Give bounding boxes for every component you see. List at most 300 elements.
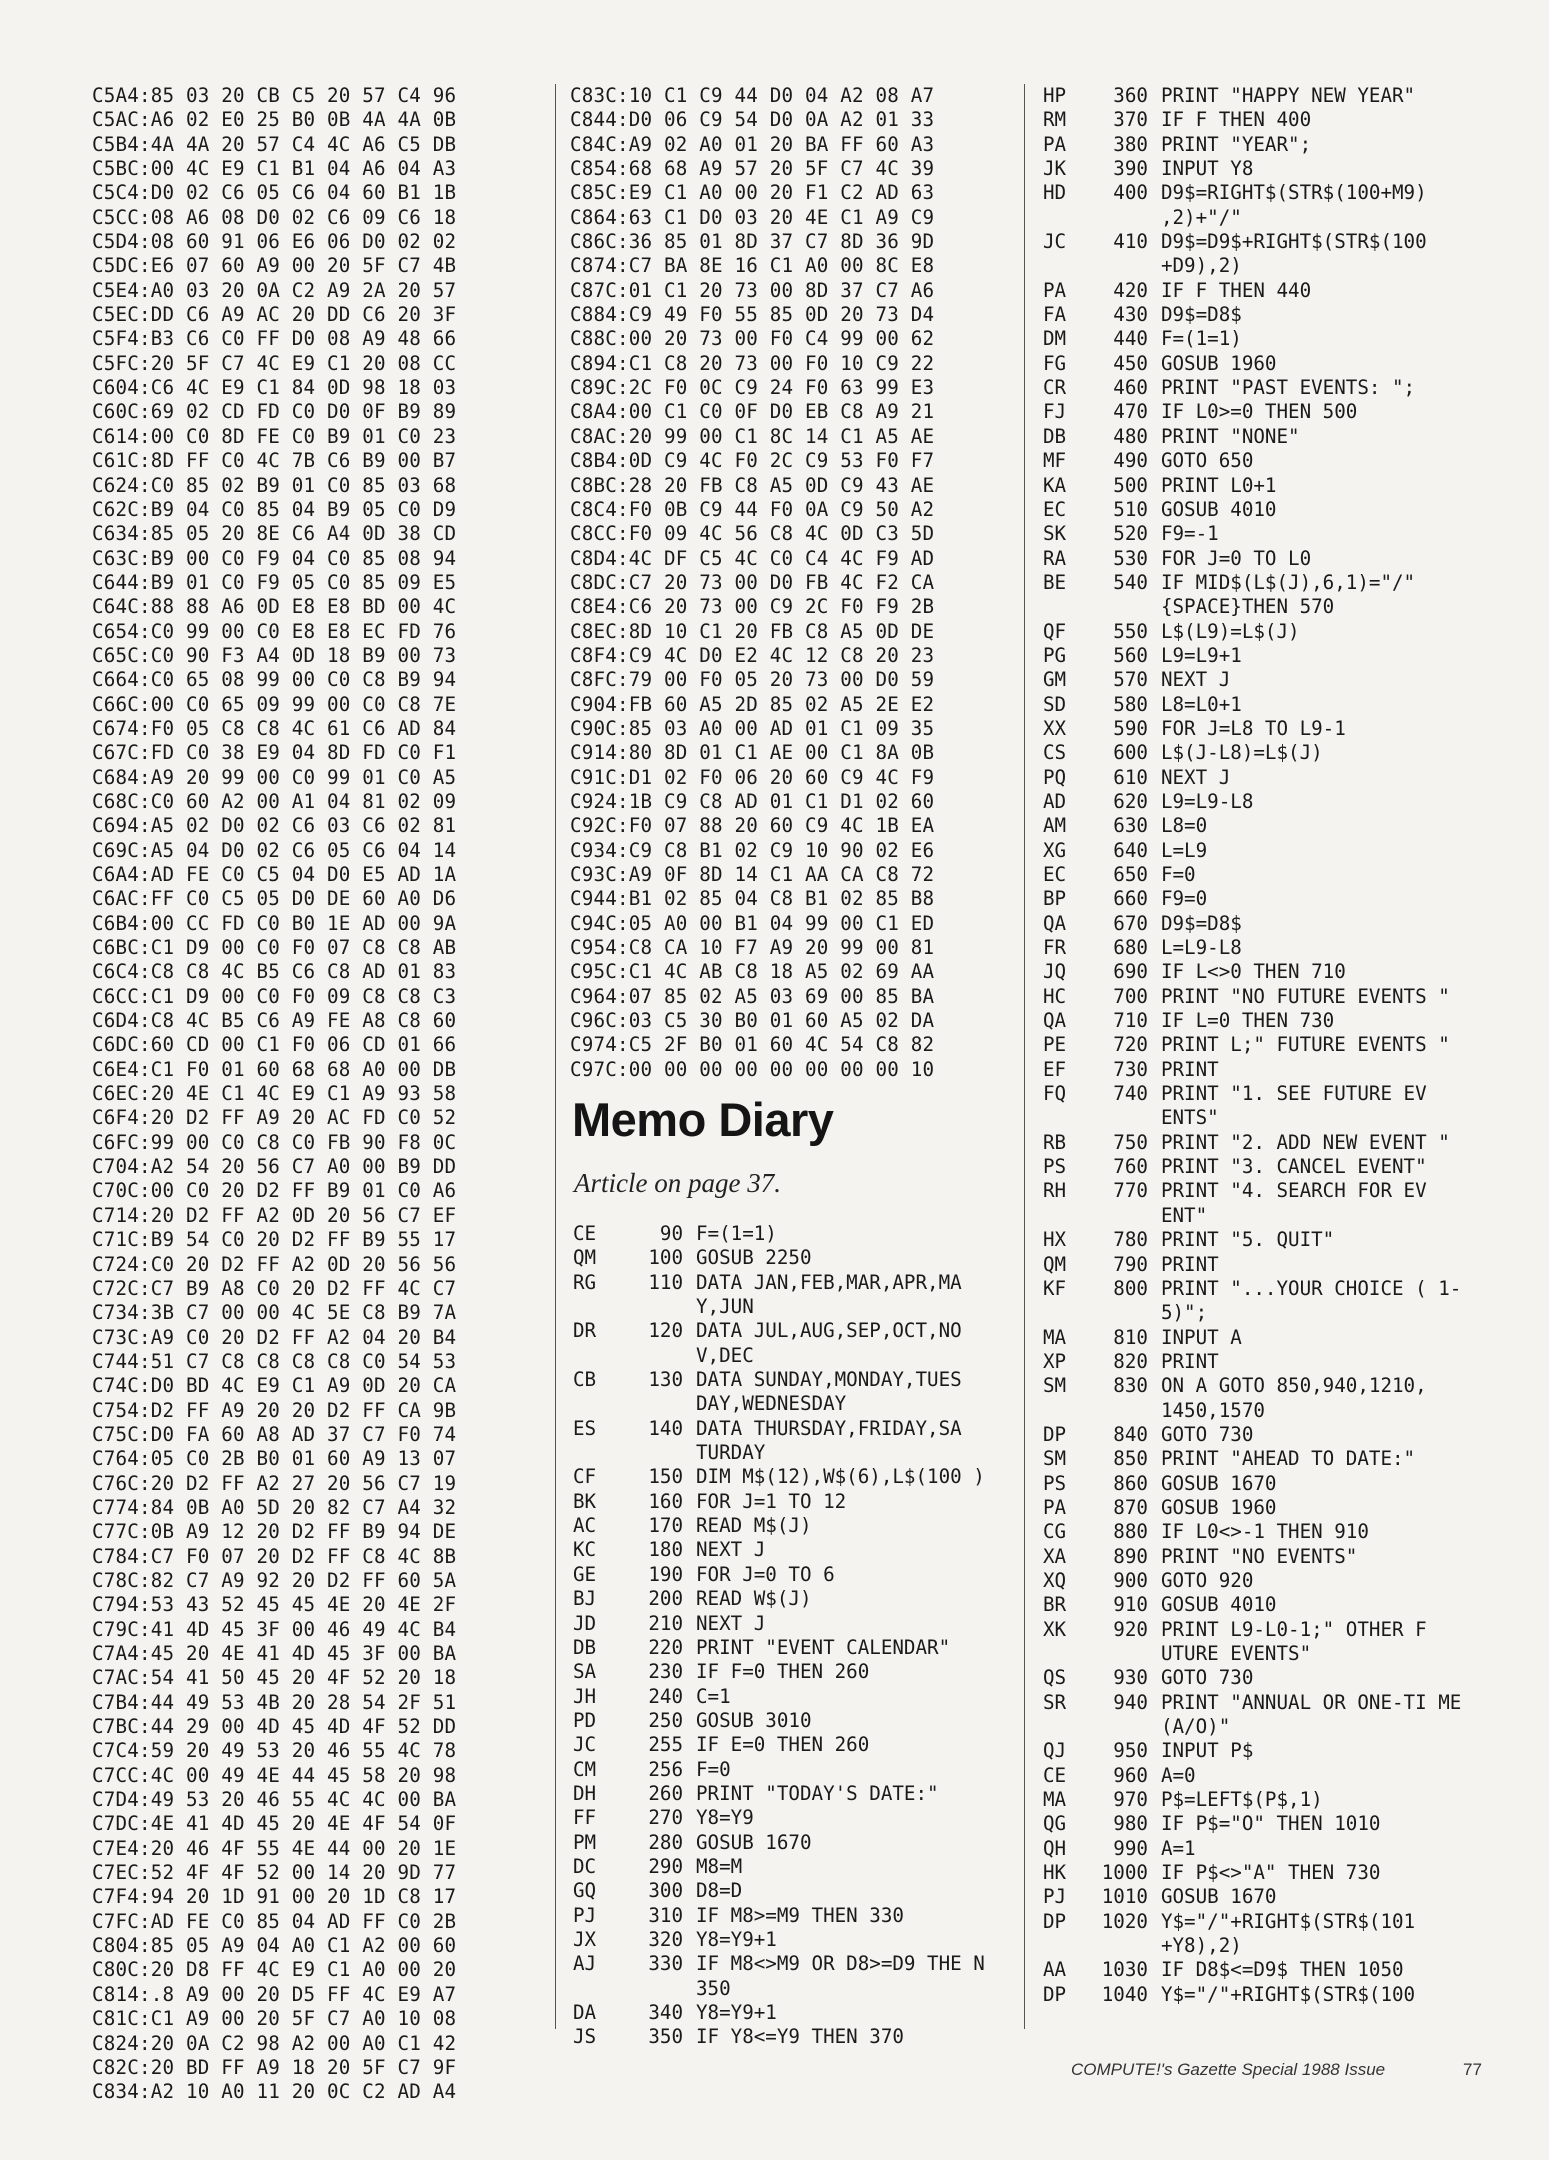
basic-line [573, 1417, 1013, 1466]
checksum: EC [1043, 497, 1067, 521]
statement: IF P$="O" THEN 1010 [1160, 1812, 1381, 1836]
hex-line: C5D4:08 60 91 06 E6 06 D0 02 02 [92, 230, 457, 254]
statement: FOR J=1 TO 12 [696, 1489, 847, 1513]
hex-line: C6D4:C8 4C B5 C6 A9 FE A8 C8 60 [92, 1009, 457, 1033]
hex-line: C674:F0 05 C8 C8 4C 61 C6 AD 84 [92, 716, 457, 740]
hex-line: C7F4:94 20 1D 91 00 20 1D C8 17 [92, 1885, 457, 1909]
statement: P$=LEFT$(P$,1) [1160, 1788, 1323, 1812]
hex-line: C7A4:45 20 4E 41 4D 45 3F 00 BA [92, 1642, 457, 1665]
checksum: GE [573, 1562, 597, 1586]
checksum: BK [573, 1489, 597, 1513]
checksum: SD [1043, 692, 1067, 716]
hex-line: C744:51 C7 C8 C8 C8 C8 C0 54 53 [92, 1349, 457, 1373]
statement: GOTO 650 [1160, 449, 1254, 473]
line-number: 100 [648, 1246, 683, 1270]
statement: IF L0<>-1 THEN 910 [1160, 1520, 1369, 1544]
hex-line: C8D4:4C DF C5 4C C0 C4 4C F9 AD [570, 546, 935, 570]
basic-line [573, 1587, 1013, 1611]
basic-line [573, 1952, 1013, 2001]
basic-line [573, 1879, 1013, 1903]
hex-line: C75C:D0 FA 60 A8 AD 37 C7 F0 74 [92, 1422, 457, 1446]
line-number: 880 [1113, 1520, 1148, 1544]
basic-line [1043, 1545, 1483, 1569]
statement: PRINT "TODAY'S DATE:" [696, 1781, 939, 1805]
statement: M8=M [696, 1854, 743, 1878]
checksum: DP [1043, 1982, 1067, 2006]
line-number: 760 [1113, 1155, 1148, 1179]
line-number: 280 [648, 1830, 683, 1854]
hex-line: C82C:20 BD FF A9 18 20 5F C7 9F [92, 2055, 457, 2079]
line-number: 450 [1113, 351, 1148, 375]
statement: INPUT A [1160, 1325, 1242, 1349]
statement: PRINT "HAPPY NEW YEAR" [1160, 84, 1416, 107]
statement: D9$=D9$+RIGHT$(STR$(100 +D9),2) [1160, 230, 1439, 278]
hex-line: C88C:00 20 73 00 F0 C4 99 00 62 [570, 327, 935, 351]
checksum: DM [1043, 327, 1067, 351]
checksum: KA [1043, 473, 1067, 497]
checksum: SM [1043, 1374, 1067, 1398]
statement: D8=D [696, 1879, 743, 1903]
statement: PRINT L;" FUTURE EVENTS " [1160, 1033, 1450, 1057]
line-number: 440 [1113, 327, 1148, 351]
hex-line: C6CC:C1 D9 00 C0 F0 09 C8 C8 C3 [92, 984, 457, 1008]
hex-line: C754:D2 FF A9 20 20 D2 FF CA 9B [92, 1398, 457, 1422]
line-number: 470 [1113, 400, 1148, 424]
statement: PRINT "AHEAD TO DATE:" [1160, 1447, 1416, 1471]
hex-line: C6BC:C1 D9 00 C0 F0 07 C8 C8 AB [92, 936, 457, 960]
hex-line: C8EC:8D 10 C1 20 FB C8 A5 0D DE [570, 619, 935, 643]
line-number: 950 [1113, 1739, 1148, 1763]
checksum: EC [1043, 863, 1067, 886]
basic-line [1043, 1350, 1483, 1374]
checksum: CE [1043, 1763, 1067, 1787]
line-number: 1000 [1101, 1861, 1148, 1885]
hex-line: C61C:8D FF C0 4C 7B C6 B9 00 B7 [92, 449, 457, 473]
checksum: MF [1043, 449, 1067, 473]
basic-line [1043, 449, 1483, 473]
line-number: 730 [1113, 1057, 1148, 1081]
line-number: 650 [1113, 863, 1148, 886]
checksum: AM [1043, 814, 1067, 838]
hex-line: C5DC:E6 07 60 A9 00 20 5F C7 4B [92, 254, 457, 278]
checksum: RH [1043, 1179, 1067, 1203]
line-number: 320 [648, 1927, 683, 1951]
checksum: MA [1043, 1788, 1067, 1812]
basic-line [1043, 960, 1483, 984]
basic-line [573, 1806, 1013, 1830]
hex-line: C6AC:FF C0 C5 05 D0 DE 60 A0 D6 [92, 887, 457, 911]
hex-line: C8AC:20 99 00 C1 8C 14 C1 A5 AE [570, 424, 935, 448]
checksum: QF [1043, 619, 1067, 643]
basic-line [573, 1636, 1013, 1660]
memo-diary-byline: Article on page 37. [574, 1168, 781, 1198]
statement: L9=L9-L8 [1160, 789, 1254, 813]
checksum: XG [1043, 838, 1067, 862]
basic-line [573, 1782, 1013, 1806]
basic-line [1043, 1033, 1483, 1057]
checksum: HC [1043, 984, 1067, 1008]
basic-line [1043, 498, 1483, 522]
checksum: DB [573, 1635, 597, 1659]
basic-line [1043, 1910, 1483, 1959]
checksum: RA [1043, 546, 1067, 570]
hex-line: C6B4:00 CC FD C0 B0 1E AD 00 9A [92, 911, 457, 935]
statement: F9=-1 [1160, 522, 1219, 546]
line-number: 480 [1113, 424, 1148, 448]
checksum: PA [1043, 132, 1067, 156]
basic-line [573, 1490, 1013, 1514]
checksum: HK [1043, 1861, 1067, 1885]
checksum: JX [573, 1927, 597, 1951]
hex-line: C7D4:49 53 20 46 55 4C 4C 00 BA [92, 1788, 457, 1812]
checksum: QG [1043, 1812, 1067, 1836]
hex-line: C5E4:A0 03 20 0A C2 A9 2A 20 57 [92, 278, 457, 302]
checksum: AA [1043, 1958, 1067, 1982]
checksum: JH [573, 1684, 597, 1708]
line-number: 220 [648, 1635, 683, 1659]
statement: Y8=Y9+1 [696, 1927, 777, 1951]
line-number: 860 [1113, 1471, 1148, 1495]
hex-line: C784:C7 F0 07 20 D2 FF C8 4C 8B [92, 1544, 457, 1568]
checksum: PA [1043, 1495, 1067, 1519]
basic-line [573, 1514, 1013, 1538]
hex-line: C664:C0 65 08 99 00 C0 C8 B9 94 [92, 668, 457, 692]
basic-line [573, 1563, 1013, 1587]
line-number: 460 [1113, 376, 1148, 400]
hex-line: C7C4:59 20 49 53 20 46 55 4C 78 [92, 1739, 457, 1763]
basic-line [1043, 157, 1483, 181]
basic-line [1043, 936, 1483, 960]
checksum: CB [573, 1368, 597, 1392]
line-number: 340 [648, 2001, 683, 2024]
checksum: SK [1043, 522, 1067, 546]
statement: F=0 [1160, 863, 1196, 886]
line-number: 550 [1113, 619, 1148, 643]
statement: GOSUB 1670 [696, 1830, 812, 1854]
hex-line: C63C:B9 00 C0 F9 04 C0 85 08 94 [92, 546, 457, 570]
line-number: 580 [1113, 692, 1148, 716]
hex-line: C5F4:B3 C6 C0 FF D0 08 A9 48 66 [92, 327, 457, 351]
hex-line: C8A4:00 C1 C0 0F D0 EB C8 A9 21 [570, 400, 935, 424]
checksum: ES [573, 1416, 597, 1440]
hex-line: C684:A9 20 99 00 C0 99 01 C0 A5 [92, 765, 457, 789]
hex-line: C77C:0B A9 12 20 D2 FF B9 94 DE [92, 1520, 457, 1544]
basic-line [1043, 1520, 1483, 1544]
hex-line: C5AC:A6 02 E0 25 B0 0B 4A 4A 0B [92, 108, 457, 132]
basic-line [1043, 133, 1483, 157]
hex-line: C83C:10 C1 C9 44 D0 04 A2 08 A7 [570, 84, 935, 107]
statement: GOSUB 4010 [1160, 1593, 1277, 1617]
line-number: 410 [1113, 230, 1148, 254]
hex-line: C7B4:44 49 53 4B 20 28 54 2F 51 [92, 1690, 457, 1714]
checksum: CE [573, 1222, 597, 1245]
statement: ON A GOTO 850,940,1210, 1450,1570 [1160, 1374, 1439, 1422]
basic-line [1043, 1082, 1483, 1131]
line-number: 660 [1113, 887, 1148, 911]
basic-line [1043, 1983, 1483, 2007]
hex-line: C74C:D0 BD 4C E9 C1 A9 0D 20 CA [92, 1374, 457, 1398]
line-number: 710 [1113, 1009, 1148, 1033]
basic-line [573, 1928, 1013, 1952]
basic-line [1043, 1155, 1483, 1179]
basic-line [1043, 1228, 1483, 1252]
line-number: 620 [1113, 789, 1148, 813]
basic-line [573, 1319, 1013, 1368]
statement: GOTO 730 [1160, 1666, 1254, 1690]
basic-line [1043, 814, 1483, 838]
basic-line [1043, 766, 1483, 790]
statement: D9$=D8$ [1160, 303, 1242, 327]
statement: FOR J=0 TO 6 [696, 1562, 835, 1586]
statement: PRINT "EVENT CALENDAR" [696, 1635, 951, 1659]
statement: IF L=0 THEN 730 [1160, 1009, 1335, 1033]
hex-line: C7AC:54 41 50 45 20 4F 52 20 18 [92, 1666, 457, 1690]
hex-line: C624:C0 85 02 B9 01 C0 85 03 68 [92, 473, 457, 497]
hex-line: C7BC:44 29 00 4D 45 4D 4F 52 DD [92, 1715, 457, 1739]
statement: L8=0 [1160, 814, 1208, 838]
statement: FOR J=0 TO L0 [1160, 546, 1312, 570]
basic-listing-column-2 [573, 1222, 1013, 2050]
line-number: 980 [1113, 1812, 1148, 1836]
hex-line: C6EC:20 4E C1 4C E9 C1 A9 93 58 [92, 1082, 457, 1106]
checksum: FR [1043, 936, 1067, 960]
checksum: AD [1043, 789, 1067, 813]
checksum: HX [1043, 1228, 1067, 1252]
checksum: QM [1043, 1252, 1067, 1276]
checksum: MA [1043, 1325, 1067, 1349]
line-number: 150 [648, 1465, 683, 1489]
basic-line [573, 2025, 1013, 2049]
hex-line: C6F4:20 D2 FF A9 20 AC FD C0 52 [92, 1106, 457, 1130]
line-number: 780 [1113, 1228, 1148, 1252]
checksum: PJ [573, 1903, 597, 1927]
hex-line: C8CC:F0 09 4C 56 C8 4C 0D C3 5D [570, 522, 935, 546]
checksum: QA [1043, 1009, 1067, 1033]
basic-line [573, 1612, 1013, 1636]
checksum: RB [1043, 1130, 1067, 1154]
hex-line: C90C:85 03 A0 00 AD 01 C1 09 35 [570, 716, 935, 740]
line-number: 870 [1113, 1495, 1148, 1519]
statement: F9=0 [1160, 887, 1208, 911]
line-number: 200 [648, 1587, 683, 1611]
hex-line: C89C:2C F0 0C C9 24 F0 63 99 E3 [570, 376, 935, 400]
hex-line: C6DC:60 CD 00 C1 F0 06 CD 01 66 [92, 1033, 457, 1057]
checksum: CR [1043, 376, 1067, 400]
basic-line [573, 1271, 1013, 1320]
hex-line: C884:C9 49 F0 55 85 0D 20 73 D4 [570, 303, 935, 327]
hex-line: C824:20 0A C2 98 A2 00 A0 C1 42 [92, 2031, 457, 2055]
line-number: 590 [1113, 716, 1148, 740]
basic-line [1043, 279, 1483, 303]
hex-line: C95C:C1 4C AB C8 18 A5 02 69 AA [570, 960, 935, 984]
line-number: 530 [1113, 546, 1148, 570]
checksum: JK [1043, 157, 1067, 181]
statement: GOSUB 1960 [1160, 351, 1277, 375]
hex-line: C924:1B C9 C8 AD 01 C1 D1 02 60 [570, 789, 935, 813]
checksum: HP [1043, 84, 1067, 107]
hex-line: C834:A2 10 A0 11 20 0C C2 AD A4 [92, 2080, 457, 2104]
line-number: 670 [1113, 911, 1148, 935]
statement: PRINT [1160, 1252, 1219, 1276]
statement: PRINT "NO EVENTS" [1160, 1544, 1358, 1568]
checksum: JC [573, 1733, 597, 1757]
basic-line [573, 1904, 1013, 1928]
statement: GOSUB 1670 [1160, 1471, 1277, 1495]
checksum: DH [573, 1781, 597, 1805]
checksum: KF [1043, 1276, 1067, 1300]
line-number: 640 [1113, 838, 1148, 862]
hex-line: C66C:00 C0 65 09 99 00 C0 C8 7E [92, 692, 457, 716]
checksum: CS [1043, 741, 1067, 765]
statement: F=0 [696, 1757, 731, 1781]
statement: NEXT J [1160, 668, 1231, 692]
statement: L=L9-L8 [1160, 936, 1242, 960]
basic-line [1043, 1837, 1483, 1861]
hex-line: C60C:69 02 CD FD C0 D0 0F B9 89 [92, 400, 457, 424]
memo-diary-title: Memo Diary [572, 1093, 834, 1146]
statement: DIM M$(12),W$(6),L$(100 ) [696, 1465, 985, 1489]
checksum: BE [1043, 570, 1067, 594]
statement: PRINT "NONE" [1160, 424, 1300, 448]
checksum: RG [573, 1270, 597, 1294]
statement: NEXT J [696, 1611, 766, 1635]
hex-line: C76C:20 D2 FF A2 27 20 56 C7 19 [92, 1471, 457, 1495]
line-number: 380 [1113, 132, 1148, 156]
hex-line: C5CC:08 A6 08 D0 02 C6 09 C6 18 [92, 205, 457, 229]
line-number: 690 [1113, 960, 1148, 984]
basic-line [1043, 1666, 1483, 1690]
statement: PRINT L9-L0-1;" OTHER F UTURE EVENTS" [1160, 1617, 1439, 1665]
hex-line: C7FC:AD FE C0 85 04 AD FF C0 2B [92, 1909, 457, 1933]
basic-line [1043, 668, 1483, 692]
hex-line: C844:D0 06 C9 54 D0 0A A2 01 33 [570, 108, 935, 132]
hex-line: C814:.8 A9 00 20 D5 FF 4C E9 A7 [92, 1982, 457, 2006]
line-number: 350 [648, 2025, 683, 2049]
statement: PRINT [1160, 1057, 1219, 1081]
statement: READ W$(J) [696, 1587, 812, 1611]
line-number: 1020 [1101, 1909, 1148, 1933]
statement: L9=L9+1 [1160, 643, 1242, 667]
checksum: PM [573, 1830, 597, 1854]
statement: Y8=Y9+1 [696, 2001, 777, 2024]
line-number: 960 [1113, 1763, 1148, 1787]
line-number: 290 [648, 1854, 683, 1878]
statement: F=(1=1) [696, 1222, 777, 1245]
basic-line [573, 1758, 1013, 1782]
line-number: 540 [1113, 570, 1148, 594]
hex-line: C794:53 43 52 45 45 4E 20 4E 2F [92, 1593, 457, 1617]
basic-line [1043, 1179, 1483, 1228]
hex-line: C7DC:4E 41 4D 45 20 4E 4F 54 0F [92, 1812, 457, 1836]
hex-line: C7EC:52 4F 4F 52 00 14 20 9D 77 [92, 1861, 457, 1885]
line-number: 750 [1113, 1130, 1148, 1154]
checksum: BJ [573, 1587, 597, 1611]
checksum: DB [1043, 424, 1067, 448]
hex-line: C71C:B9 54 C0 20 D2 FF B9 55 17 [92, 1228, 457, 1252]
basic-line [1043, 400, 1483, 424]
statement: INPUT P$ [1160, 1739, 1254, 1763]
statement: PRINT "3. CANCEL EVENT" [1160, 1155, 1427, 1179]
line-number: 840 [1113, 1422, 1148, 1446]
statement: C=1 [696, 1684, 731, 1708]
line-number: 190 [648, 1562, 683, 1586]
basic-line [1043, 1569, 1483, 1593]
checksum: XA [1043, 1544, 1067, 1568]
basic-line [1043, 1618, 1483, 1667]
checksum: XP [1043, 1349, 1067, 1373]
line-number: 830 [1113, 1374, 1148, 1398]
basic-line [1043, 1593, 1483, 1617]
basic-line [573, 1855, 1013, 1879]
basic-listing-column-3 [1043, 84, 1483, 2007]
line-number: 90 [659, 1222, 683, 1245]
hex-line: C604:C6 4C E9 C1 84 0D 98 18 03 [92, 376, 457, 400]
hex-line: C714:20 D2 FF A2 0D 20 56 C7 EF [92, 1203, 457, 1227]
hex-line: C79C:41 4D 45 3F 00 46 49 4C B4 [92, 1617, 457, 1641]
line-number: 310 [648, 1903, 683, 1927]
statement: GOSUB 2250 [696, 1246, 812, 1270]
checksum: DA [573, 2001, 597, 2024]
line-number: 110 [648, 1270, 683, 1294]
basic-line [1043, 376, 1483, 400]
line-number: 910 [1113, 1593, 1148, 1617]
basic-line [1043, 1472, 1483, 1496]
line-number: 230 [648, 1660, 683, 1684]
line-number: 810 [1113, 1325, 1148, 1349]
basic-line [1043, 717, 1483, 741]
statement: L=L9 [1160, 838, 1208, 862]
hex-line: C634:85 05 20 8E C6 A4 0D 38 CD [92, 522, 457, 546]
basic-line [1043, 912, 1483, 936]
checksum: PA [1043, 278, 1067, 302]
statement: A=0 [1160, 1763, 1196, 1787]
hex-line: C69C:A5 04 D0 02 C6 05 C6 04 14 [92, 838, 457, 862]
line-number: 820 [1113, 1349, 1148, 1373]
page-number: 77 [1463, 2060, 1482, 2079]
statement: GOSUB 1960 [1160, 1495, 1277, 1519]
checksum: PE [1043, 1033, 1067, 1057]
hex-line: C97C:00 00 00 00 00 00 00 00 10 [570, 1057, 935, 1081]
hex-line: C8E4:C6 20 73 00 C9 2C F0 F9 2B [570, 595, 935, 619]
hex-line: C67C:FD C0 38 E9 04 8D FD C0 F1 [92, 741, 457, 765]
hex-line: C954:C8 CA 10 F7 A9 20 99 00 81 [570, 936, 935, 960]
basic-line [1043, 352, 1483, 376]
checksum: BP [1043, 887, 1067, 911]
statement: PRINT "5. QUIT" [1160, 1228, 1335, 1252]
hex-line: C5B4:4A 4A 20 57 C4 4C A6 C5 DB [92, 132, 457, 156]
statement: DATA SUNDAY,MONDAY,TUES DAY,WEDNESDAY [696, 1368, 974, 1416]
hex-line: C84C:A9 02 A0 01 20 BA FF 60 A3 [570, 132, 935, 156]
basic-line [573, 1538, 1013, 1562]
basic-line [1043, 790, 1483, 814]
statement: D9$=D8$ [1160, 911, 1242, 935]
hex-line: C894:C1 C8 20 73 00 F0 10 C9 22 [570, 351, 935, 375]
statement: PRINT "1. SEE FUTURE EV ENTS" [1160, 1082, 1439, 1130]
checksum: JD [573, 1611, 597, 1635]
statement: GOSUB 4010 [1160, 497, 1277, 521]
statement: GOTO 920 [1160, 1568, 1254, 1592]
hex-line: C62C:B9 04 C0 85 04 B9 05 C0 D9 [92, 497, 457, 521]
hex-line: C914:80 8D 01 C1 AE 00 C1 8A 0B [570, 741, 935, 765]
basic-line [573, 1660, 1013, 1684]
hex-line: C5A4:85 03 20 CB C5 20 57 C4 96 [92, 84, 457, 107]
hex-line: C8FC:79 00 F0 05 20 73 00 D0 59 [570, 668, 935, 692]
basic-line [573, 1831, 1013, 1855]
hex-line: C704:A2 54 20 56 C7 A0 00 B9 DD [92, 1155, 457, 1179]
checksum: FQ [1043, 1082, 1067, 1106]
line-number: 740 [1113, 1082, 1148, 1106]
hex-line: C904:FB 60 A5 2D 85 02 A5 2E E2 [570, 692, 935, 716]
